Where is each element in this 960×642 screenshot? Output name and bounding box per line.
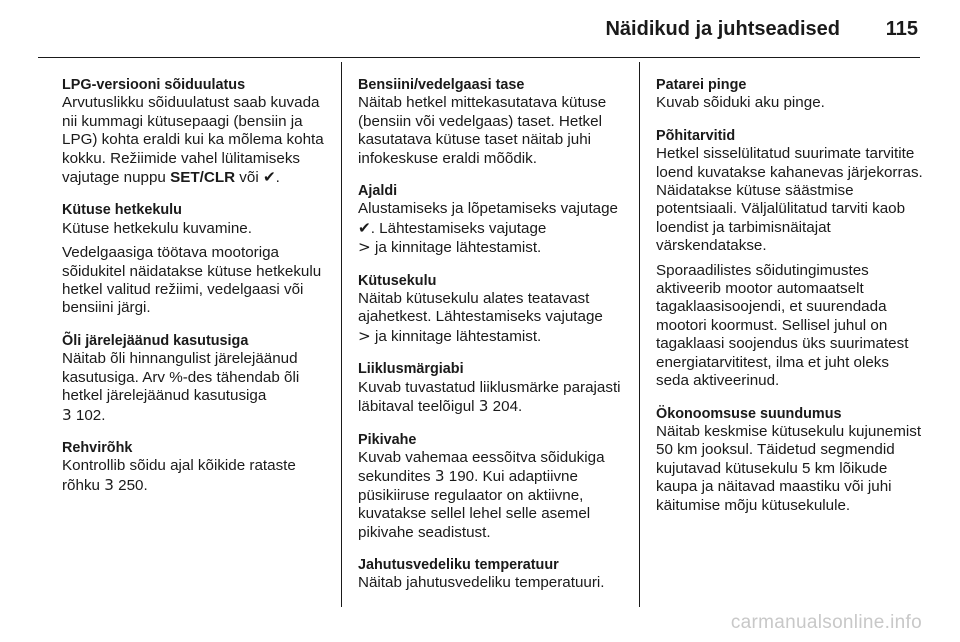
section-heading: Liiklusmärgiabi xyxy=(358,361,464,378)
section-text: Arvutuslikku sõiduulatust saab kuvada nii kummagi kütusepaagi (bensiin ja LPG) kohta eraldi kui ka mõlema kohta kokku. Režiimide vahel lülitamiseks vajutage nuppu SET/CLR või ✔. xyxy=(62,94,324,187)
section-heading: Patarei pinge xyxy=(656,77,747,93)
section-heading: Õli järelejäänud kasutusiga xyxy=(62,332,249,349)
section-text: Alustamiseks ja lõpetamiseks vajutage ✔. Lähtestamiseks vajutage > ja kinnitage lähtestamist. xyxy=(358,200,618,257)
section-heading: Rehvirõhk xyxy=(62,439,133,456)
page-header xyxy=(0,16,960,48)
header-rule xyxy=(38,57,920,58)
column-1 xyxy=(62,76,330,509)
page-number: 115 xyxy=(885,18,918,40)
column-divider-1 xyxy=(341,62,342,607)
column-3 xyxy=(656,76,924,529)
section-fuel-consumption xyxy=(358,272,626,347)
reference-icon: 3 xyxy=(478,397,489,416)
section-fuel-level xyxy=(358,76,626,168)
reference-icon: 3 xyxy=(62,405,72,424)
section-text: Näitab õli hinnangulist järelejäänud kasutusiga. Arv %-des tähendab õli hetkel järelejäänud kasutusiga 3 102. xyxy=(62,350,300,424)
section-following-distance xyxy=(358,431,626,542)
section-text: Sporaadilistes sõidutingimustes aktiveerib mootor automaatselt tagaklaasisoojendi, et suurendada mootori koormust. Sellisel juhul on tagaklaasi soojendus üks suurimatest energiatarvititest, ilma et juht oleks seda aktiveerinud. xyxy=(656,261,909,390)
section-heading: Jahutusvedeliku temperatuur xyxy=(358,556,559,573)
section-top-consumers xyxy=(656,127,924,391)
section-lpg-range xyxy=(62,76,330,187)
page-reference[interactable]: 190. xyxy=(448,468,479,486)
page-reference[interactable]: 102. xyxy=(75,406,106,424)
section-heading: Pikivahe xyxy=(358,431,417,448)
section-text: Kontrollib sõidu ajal kõikide rataste rõhku 3 250. xyxy=(62,457,296,494)
section-tire-pressure xyxy=(62,439,330,495)
section-heading: LPG-versiooni sõiduulatus xyxy=(62,77,246,93)
section-text: Näitab hetkel mittekasutatava kütuse (bensiin või vedelgaas) taset. Hetkel kasutatava kütuse taset näitab juhi infokeskuse eraldi mõõdik. xyxy=(358,94,607,167)
section-instant-fuel xyxy=(62,201,330,317)
next-arrow-icon: > xyxy=(358,326,371,345)
check-icon: ✔ xyxy=(358,218,371,237)
section-timer xyxy=(358,182,626,258)
section-heading: Põhitarvitid xyxy=(656,127,736,144)
section-heading: Kütusekulu xyxy=(358,272,437,289)
chapter-title: Näidikud ja juhtseadised xyxy=(605,18,840,40)
section-oil-life xyxy=(62,332,330,425)
reference-icon: 3 xyxy=(434,467,445,486)
column-2 xyxy=(358,76,626,607)
section-text: Näitab keskmise kütusekulu kujunemist 50 km jooksul. Täidetud segmendid kujutavad kütusekulu 5 km lõikude kaupa ja näitavad maastiku või juhi käitumise mõju kütusekulule. xyxy=(656,422,922,514)
page-reference[interactable]: 250. xyxy=(118,476,148,494)
column-divider-2 xyxy=(639,62,640,607)
section-text: Kuvab vahemaa eessõitva sõidukiga sekundites 3 190. Kui adaptiivne püsikiiruse regulaator on aktiivne, kuvatakse sellel lehel selle asemel pikivahe seadistust. xyxy=(358,448,605,541)
section-text: Näitab kütusekulu alates teatavast ajahetkest. Lähtestamiseks vajutage > ja kinnitage lähtestamist. xyxy=(358,290,603,345)
set-clr-button-label: SET/CLR xyxy=(170,169,236,187)
section-heading: Bensiini/vedelgaasi tase xyxy=(358,77,525,93)
page-reference[interactable]: 204. xyxy=(492,398,523,416)
section-eco-trend xyxy=(656,405,924,515)
section-text: Hetkel sisselülitatud suurimate tarvitite loend kuvatakse kahanevas järjekorras. Näidatakse kütuse säästmise potentsiaali. Väljalülitatud tarviti kaob loendist ja tarbimisnäitajat värskendatakse. xyxy=(656,145,923,255)
section-heading: Kütuse hetkekulu xyxy=(62,202,182,219)
section-heading: Ajaldi xyxy=(358,183,398,200)
next-arrow-icon: > xyxy=(358,238,371,257)
section-traffic-sign xyxy=(358,360,626,416)
section-coolant xyxy=(358,556,626,593)
section-heading: Ökonoomsuse suundumus xyxy=(656,405,842,422)
check-icon: ✔ xyxy=(262,168,276,187)
reference-icon: 3 xyxy=(104,475,114,494)
section-battery xyxy=(656,76,924,113)
section-text: Vedelgaasiga töötava mootoriga sõidukitel näidatakse kütuse hetkekulu hetkel valitud režiimi, vedelgaasi või bensiini järgi. xyxy=(62,244,322,317)
section-text: Kütuse hetkekulu kuvamine. xyxy=(62,219,252,237)
section-text: Kuvab tuvastatud liiklusmärke parajasti läbitaval teelõigul 3 204. xyxy=(358,378,621,416)
watermark: carmanualsonline.info xyxy=(730,612,922,633)
section-text: Näitab jahutusvedeliku temperatuuri. xyxy=(358,574,605,592)
section-text: Kuvab sõiduki aku pinge. xyxy=(656,94,825,112)
